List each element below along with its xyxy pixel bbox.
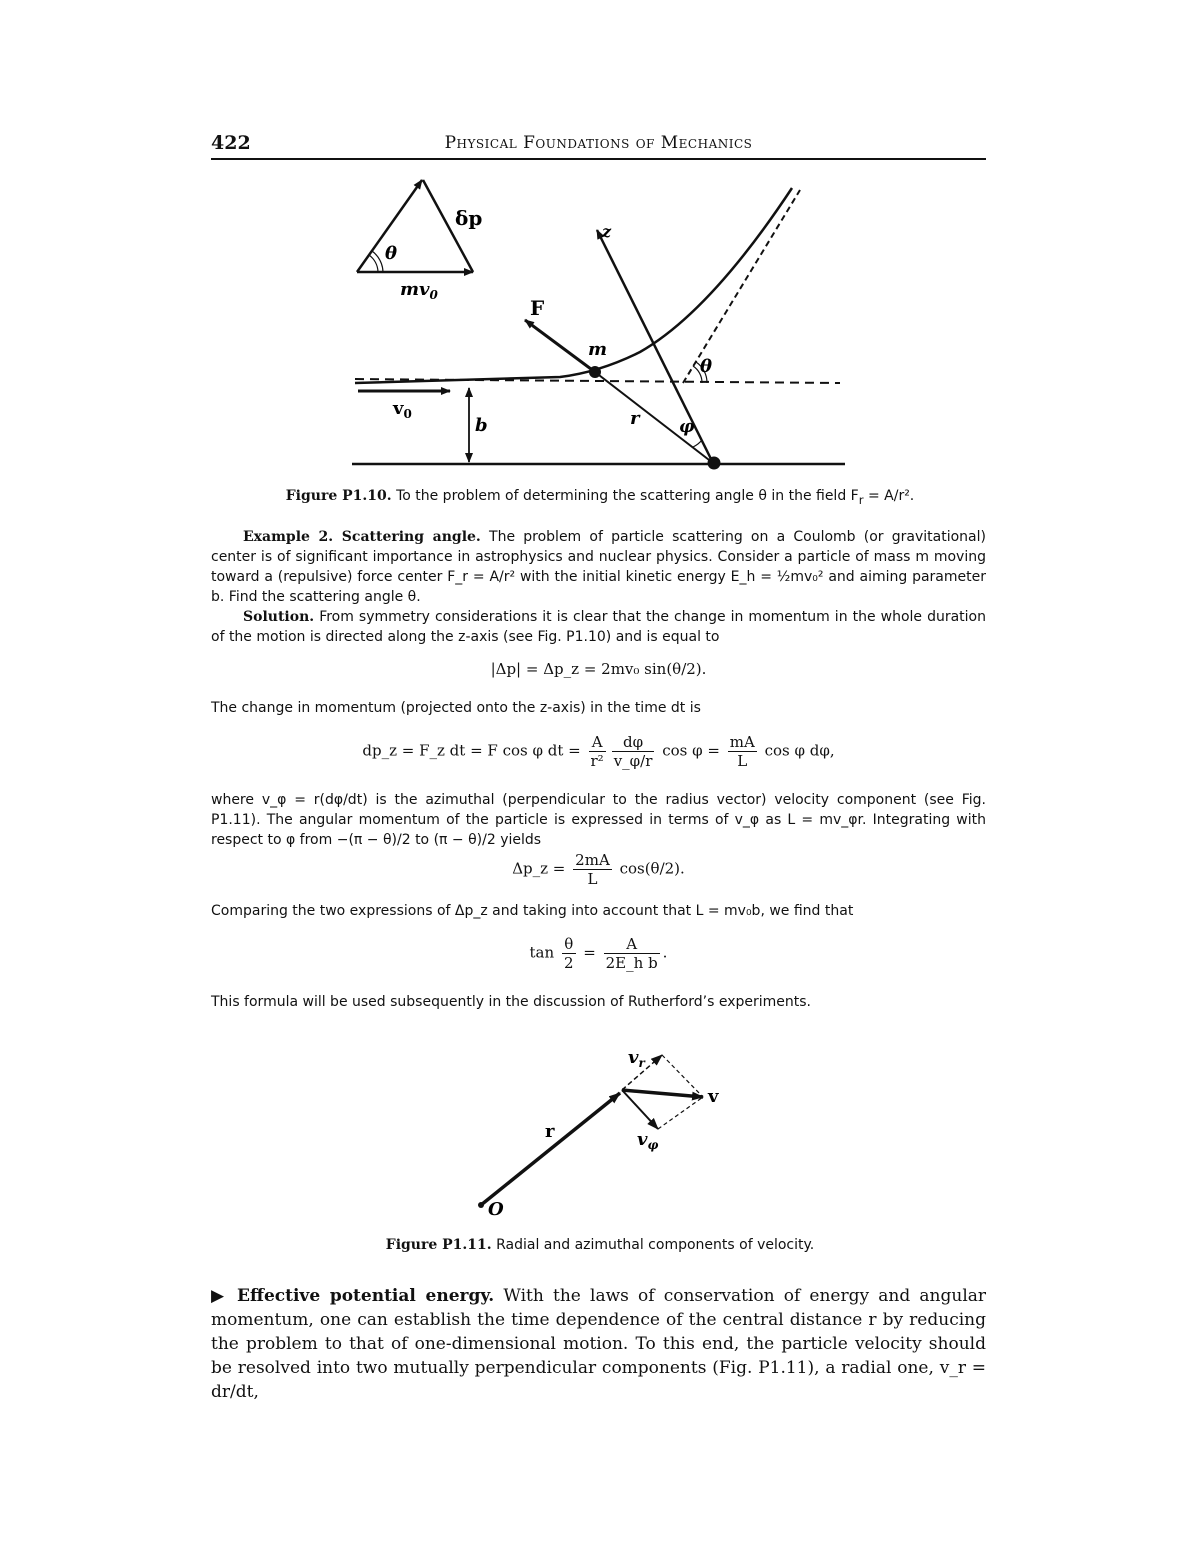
figure-p1-11-caption-text: Radial and azimuthal components of velocity. [496,1237,815,1253]
example-block [211,527,986,647]
example-paragraph-5: Comparing the two expressions of Δp_z and taking into account that L = mv₀b, we find that [211,903,854,919]
equation-3-left: Δp_z = [512,859,566,878]
section-marker: ▶ [211,1286,228,1306]
effective-heading: Effective potential energy. [237,1286,495,1306]
equation-2-fraction-3: $\frac{mA}{L}$ [729,733,755,770]
example-paragraph-4: where v_φ = r(dφ/dt) is the azimuthal (perpendicular to the radius vector) velocity component (see Fig. P1.11). The angular momentum of the particle is expressed in terms of v_φ as L = mv_φr. Integrating with respect to φ from −(π − θ)/2 to (π − θ)/2 yields [211,792,986,848]
figure-p1-11-caption [0,1237,1200,1253]
figure-p1-10-caption-label: Figure P1.10. [285,488,392,504]
example-paragraph-6: This formula will be used subsequently in the discussion of Rutherford’s experiments. [211,994,811,1010]
equation-2-right: cos φ dφ, [764,741,835,760]
solution-label: Solution. [243,609,315,625]
parallelogram-top [662,1055,703,1097]
mv0-label: mv [400,279,430,300]
running-title: Physical Foundations of Mechanics [444,133,753,153]
r-line [595,372,713,463]
svg-text:v0 [392,398,412,421]
equation-2 [211,733,986,770]
v-label: v [708,1086,719,1107]
equation-4-end: . [662,943,668,962]
figure-p1-10-caption-text: To the problem of determining the scattering angle θ in the field F [396,488,859,504]
delta-p-label: δp [455,206,483,230]
svg-text:mv0 [400,279,439,302]
origin-dot [478,1202,484,1208]
radius-vector-arrow [481,1093,620,1205]
equation-4-fraction-1: $\frac{\theta}{2}$ [563,935,574,972]
equation-2-fraction-2: $\frac{d\varphi}{v\_\varphi/r}$ [613,733,653,770]
figure-p1-11-caption-label: Figure P1.11. [385,1237,492,1253]
r-vector-label: r [545,1121,555,1142]
figure-p1-10 [340,175,860,475]
mv0-sub: 0 [429,288,438,302]
v-phi-arrow [622,1090,658,1129]
equation-4-left: tan [529,943,555,962]
outgoing-asymptote [683,190,800,383]
velocity-arrow [622,1090,703,1097]
svg-text:vr [628,1047,646,1070]
force-arrow [525,320,595,372]
m-label: m [588,339,608,360]
parallelogram-bottom [658,1097,703,1129]
equation-2-mid: cos φ = [662,741,720,760]
equation-3-fraction: $\frac{2mA}{L}$ [575,851,610,888]
v-phi-sub: φ [647,1138,659,1152]
v-phi-label: v [637,1129,648,1150]
particle-dot [589,366,601,378]
equation-4-fraction-2: $\frac{A}{\text{2E\_h b}}$ [605,935,658,972]
z-label: z [602,222,612,241]
r-label: r [630,408,640,429]
triangle-angle-arc [369,255,378,272]
figure-p1-11 [470,1040,730,1225]
svg-text:vφ [637,1129,658,1152]
example-heading: Example 2. Scattering angle. [243,529,481,545]
example-paragraph-3: The change in momentum (projected onto the z-axis) in the time dt is [211,700,701,716]
effective-text: With the laws of conservation of energy and angular momentum, one can establish the time dependence of the central distance r by reducing the problem to that of one-dimensional motion. To this end, the particle velocity should be resolved into two mutually perpendicular components (Fig. P1.11), a radial one, v_r = dr/dt, [211,1286,987,1402]
v0-label: v [393,398,404,419]
phi-label: φ [679,417,695,437]
v0-sub: 0 [403,407,412,421]
figure-p1-10-caption-tail: = A/r². [863,488,915,504]
figure-p1-10-caption-sub: r [858,492,864,507]
figure-p1-10-caption [0,488,1200,507]
equation-2-fraction-1: $\frac{A}{\text{r²}}$ [590,733,604,770]
example-paragraph-2: From symmetry considerations it is clear that the change in momentum in the whole duration of the motion is directed along the z-axis (see Fig. P1.10) and is equal to [211,609,986,645]
z-axis [597,230,713,463]
O-label: O [488,1199,504,1220]
equation-2-left: dp_z = F_z dt = F cos φ dt = [362,741,581,760]
page-number: 422 [211,132,251,154]
equation-4-equals: = [583,943,596,962]
theta-triangle-label: θ [385,243,398,264]
equation-4 [211,935,986,972]
force-center-dot [708,457,721,470]
equation-1: |Δp| = Δp_z = 2mv₀ sin(θ/2). [490,660,707,678]
phi-arc [693,440,702,447]
v-r-sub: r [638,1056,645,1070]
example-paragraph-1: The problem of particle scattering on a Coulomb (or gravitational) center is of significant importance in astrophysics and nuclear physics. Consider a particle of mass m moving toward a (repulsive) force center F_r = A/r² with the initial kinetic energy E_h = ½mv₀² and aiming parameter b. Find the scattering angle θ. [211,529,986,605]
equation-3 [211,851,986,888]
effective-potential-section [211,1284,986,1404]
b-label: b [475,415,488,436]
F-label: F [530,296,545,320]
equation-3-right: cos(θ/2). [619,859,685,878]
theta-scatter-label: θ [700,356,713,377]
running-head [211,130,986,160]
v-r-label: v [628,1047,639,1068]
